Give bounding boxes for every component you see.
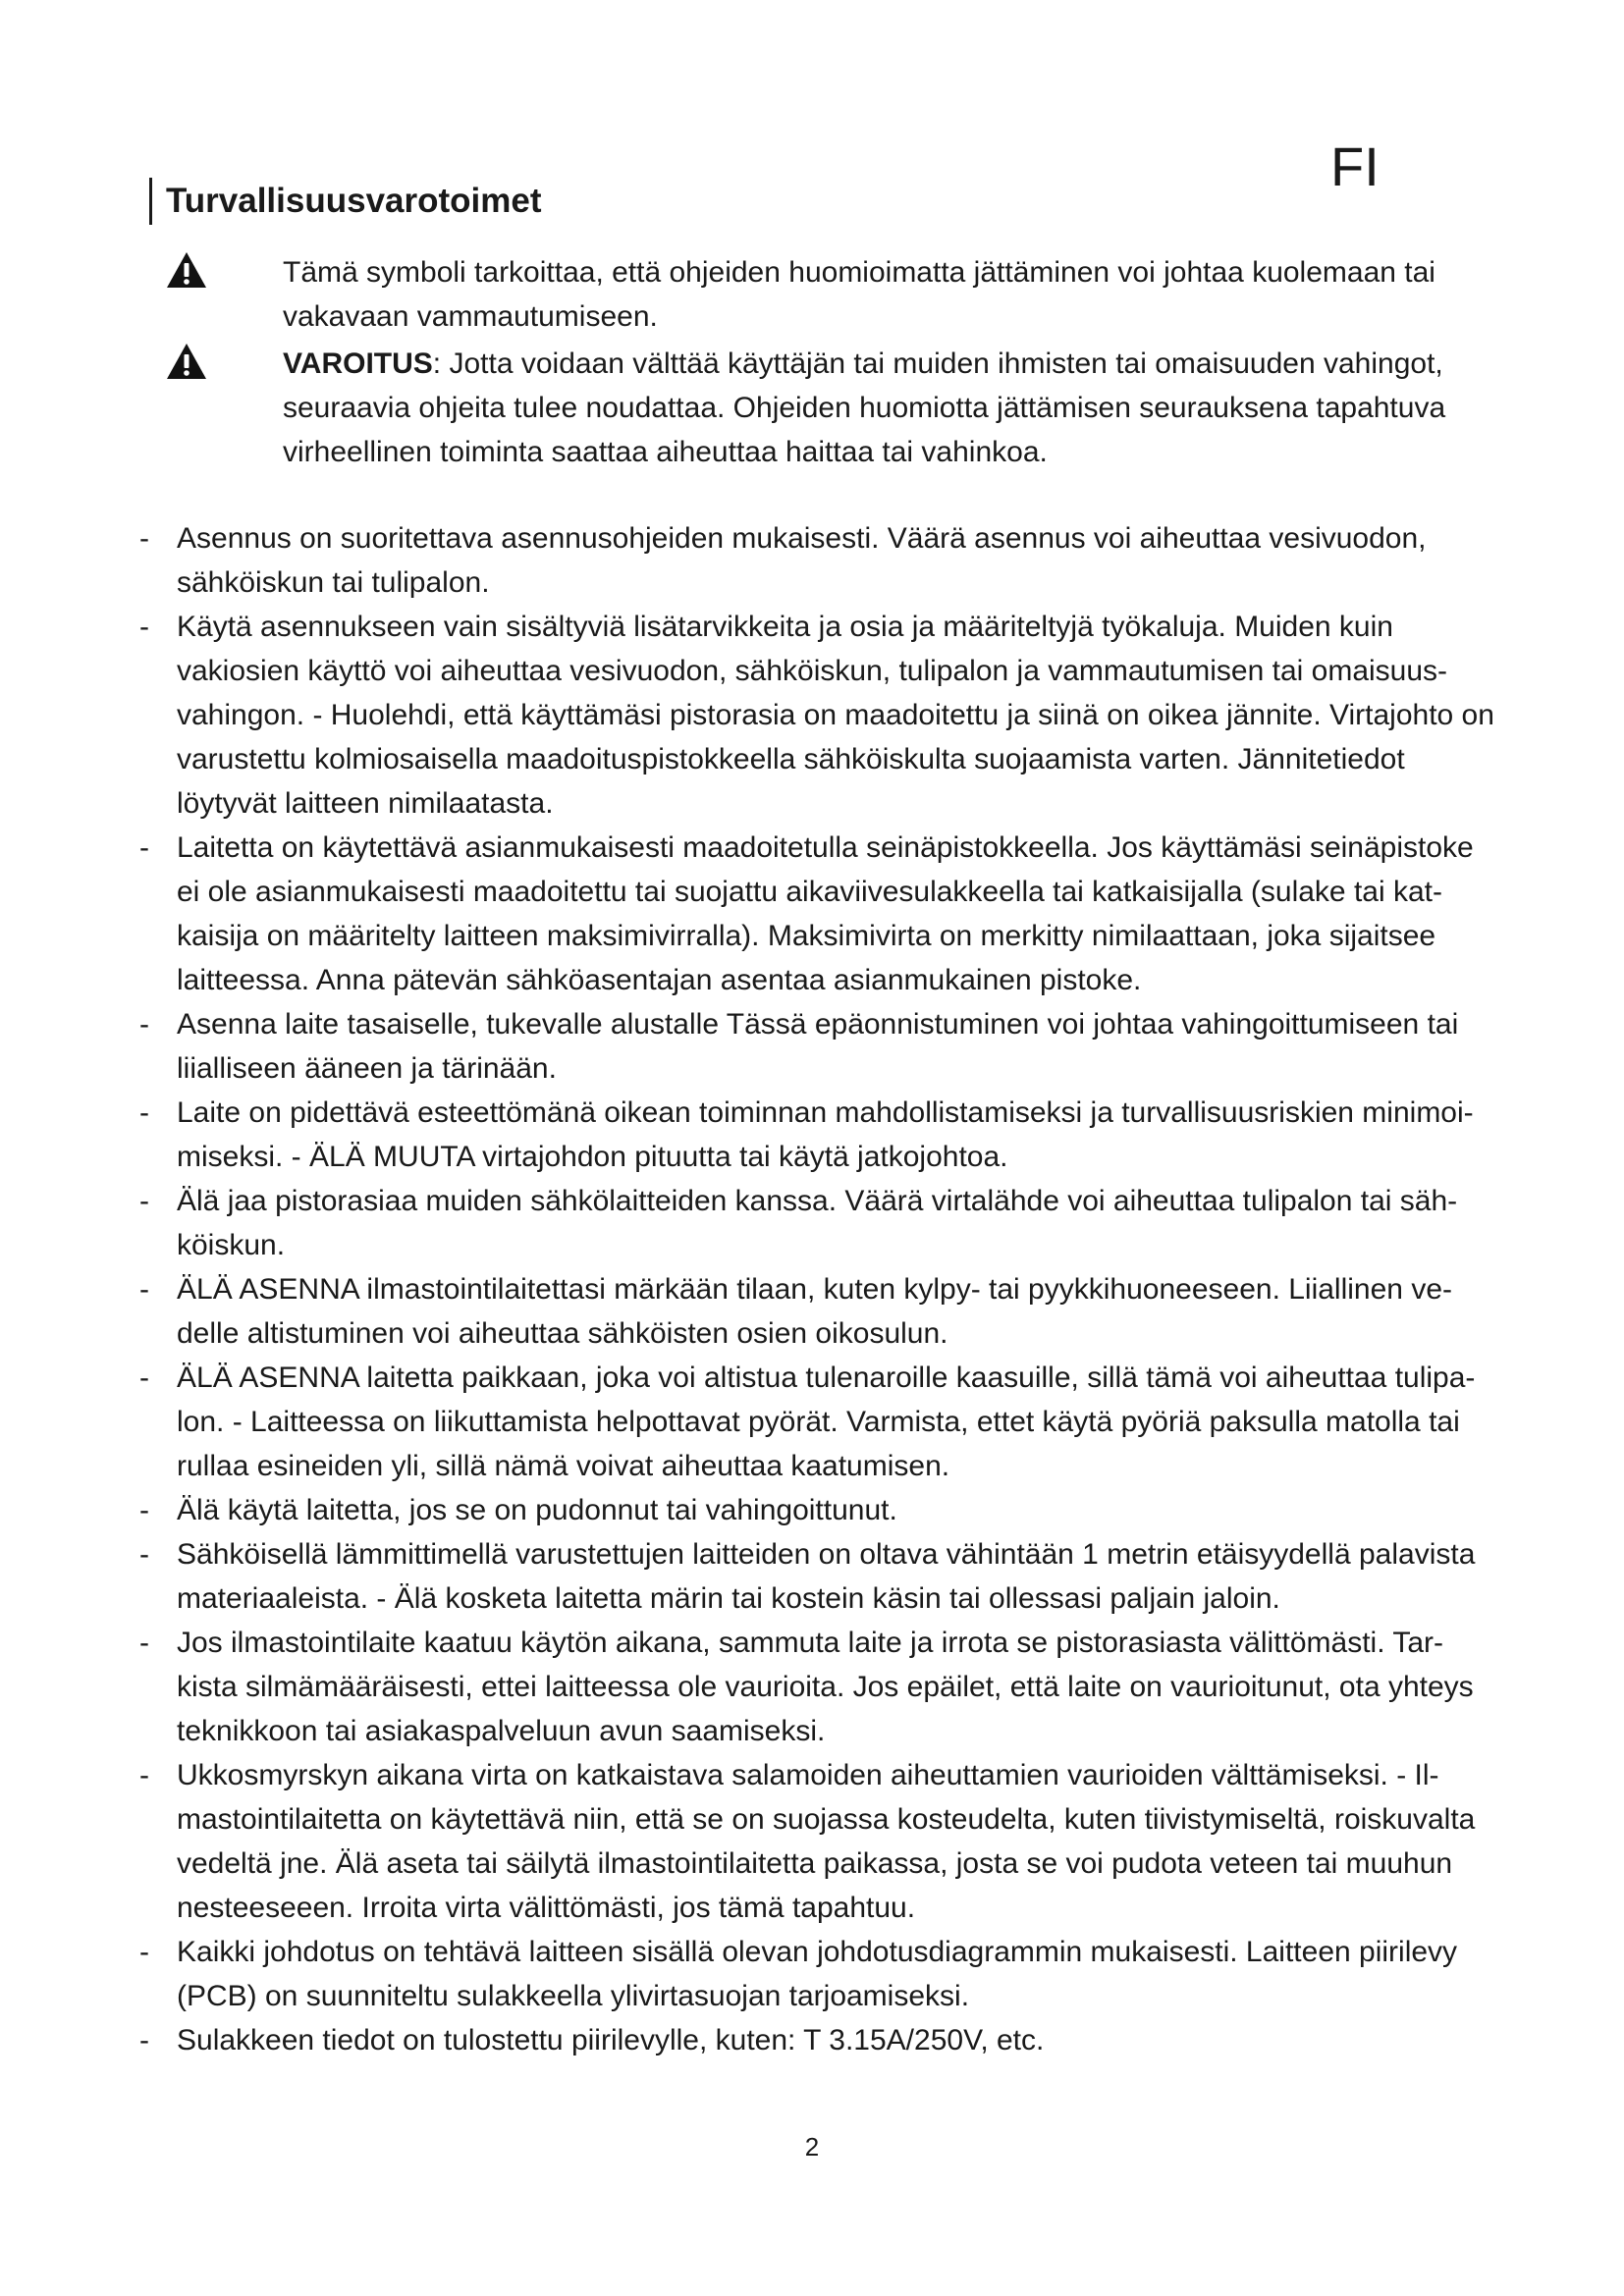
list-marker: - <box>139 1362 149 1394</box>
list-item: - Sulakkeen tiedot on tulostettu piirilevylle, kuten: T 3.15A/250V, etc. <box>137 2018 1502 2062</box>
section-heading <box>149 177 542 226</box>
list-item: - Laitetta on käytettävä asianmukaisesti maadoitetulla seinäpistokkeella. Jos käyttämäsi seinäpistoke ei ole asianmukaisesti maadoitettu tai suojattu aikaviivesulakkeella tai katkaisijalla (sulake tai kat-kaisija on määritelty laitteen maksimivirralla). Maksimivirta on merkitty nimilaattaan, joka sijaitsee laitteessa. Anna pätevän sähköasentajan asentaa asianmukainen pistoke. <box>137 826 1502 1002</box>
warning-symbol-note <box>137 250 1483 339</box>
list-marker: - <box>139 831 149 864</box>
warning-text: Tämä symboli tarkoittaa, että ohjeiden huomioimatta jättäminen voi johtaa kuolemaan tai vakavaan vammautumiseen. <box>283 256 1435 333</box>
list-marker: - <box>139 1627 149 1659</box>
list-marker: - <box>139 1185 149 1217</box>
warning-triangle-icon <box>165 250 208 290</box>
list-marker: - <box>139 1936 149 1968</box>
list-item: - Asennus on suoritettava asennusohjeiden mukaisesti. Väärä asennus voi aiheuttaa vesivuodon, sähköiskun tai tulipalon. <box>137 516 1502 605</box>
list-marker: - <box>139 1538 149 1571</box>
list-item: - Laite on pidettävä esteettömänä oikean toiminnan mahdollistamiseksi ja turvallisuusriskien minimoi-miseksi. - ÄLÄ MUUTA virtajohdon pituutta tai käytä jatkojohtoa. <box>137 1091 1502 1179</box>
list-marker: - <box>139 1494 149 1526</box>
safety-list <box>137 516 1502 2062</box>
list-item: - Ukkosmyrskyn aikana virta on katkaistava salamoiden aiheuttamien vaurioiden välttämiseksi. - Il-mastointilaitetta on käytettävä niin, että se on suojassa kosteudelta, kuten tiivistymiseltä, roiskuvalta vedeltä jne. Älä aseta tai säilytä ilmastointilaitetta paikassa, josta se voi pudota veteen tai muuhun nesteeseeen. Irroita virta välittömästi, jos tämä tapahtuu. <box>137 1753 1502 1930</box>
list-item: - Käytä asennukseen vain sisältyviä lisätarvikkeita ja osia ja määriteltyjä työkaluja. Muiden kuin vakiosien käyttö voi aiheuttaa vesivuodon, sähköiskun, tulipalon ja vammautumisen tai omaisuus-vahingon. - Huolehdi, että käyttämäsi pistorasia on maadoitettu ja siinä on oikea jännite. Virtajohto on varustettu kolmiosaisella maadoituspistokkeella sähköiskulta suojaamista varten. Jännitetiedot löytyvät laitteen nimilaatasta. <box>137 605 1502 826</box>
page-title: Turvallisuusvarotoimet <box>166 182 542 220</box>
list-item: - Älä käytä laitetta, jos se on pudonnut tai vahingoittunut. <box>137 1488 1502 1532</box>
list-item: - Älä jaa pistorasiaa muiden sähkölaitteiden kanssa. Väärä virtalähde voi aiheuttaa tulipalon tai säh-köiskun. <box>137 1179 1502 1267</box>
heading-bar <box>149 178 152 225</box>
list-marker: - <box>139 1008 149 1041</box>
warning-label: VAROITUS <box>283 347 433 380</box>
list-marker: - <box>139 1096 149 1129</box>
list-marker: - <box>139 522 149 555</box>
warning-text <box>283 342 1483 474</box>
list-item: - Asenna laite tasaiselle, tukevalle alustalle Tässä epäonnistuminen voi johtaa vahingoittumiseen tai liialliseen ääneen ja tärinään. <box>137 1002 1502 1091</box>
warning-triangle-icon <box>165 342 208 381</box>
list-marker: - <box>139 1759 149 1791</box>
list-item: - Sähköisellä lämmittimellä varustettujen laitteiden on oltava vähintään 1 metrin etäisyydellä palavista materiaaleista. - Älä kosketa laitetta märin tai kostein käsin tai ollessasi paljain jaloin. <box>137 1532 1502 1621</box>
list-item: - ÄLÄ ASENNA ilmastointilaitettasi märkään tilaan, kuten kylpy- tai pyykkihuoneeseen. Liiallinen ve-delle altistuminen voi aiheuttaa sähköisten osien oikosulun. <box>137 1267 1502 1356</box>
list-item: - Kaikki johdotus on tehtävä laitteen sisällä olevan johdotusdiagrammin mukaisesti. Laitteen piirilevy (PCB) on suunniteltu sulakkeella ylivirtasuojan tarjoamiseksi. <box>137 1930 1502 2018</box>
list-marker: - <box>139 2024 149 2056</box>
warning-body: : Jotta voidaan välttää käyttäjän tai muiden ihmisten tai omaisuuden vahingot, seuraavia ohjeita tulee noudattaa. Ohjeiden huomiotta jättämisen seurauksena tapahtuva virheellinen toiminta saattaa aiheuttaa haittaa tai vahinkoa. <box>283 347 1446 468</box>
language-code: FI <box>1330 135 1380 197</box>
list-marker: - <box>139 1273 149 1306</box>
list-marker: - <box>139 611 149 643</box>
page-number: 2 <box>804 2132 820 2162</box>
list-item: - ÄLÄ ASENNA laitetta paikkaan, joka voi altistua tulenaroille kaasuille, sillä tämä voi aiheuttaa tulipa-lon. - Laitteessa on liikuttamista helpottavat pyörät. Varmista, ettet käytä pyöriä paksulla matolla tai rullaa esineiden yli, sillä nämä voivat aiheuttaa kaatumisen. <box>137 1356 1502 1488</box>
list-item: - Jos ilmastointilaite kaatuu käytön aikana, sammuta laite ja irrota se pistorasiasta välittömästi. Tar-kista silmämääräisesti, ettei laitteessa ole vaurioita. Jos epäilet, että laite on vaurioitunut, ota yhteys teknikkoon tai asiakaspalveluun avun saamiseksi. <box>137 1621 1502 1753</box>
warning-note <box>137 342 1483 474</box>
